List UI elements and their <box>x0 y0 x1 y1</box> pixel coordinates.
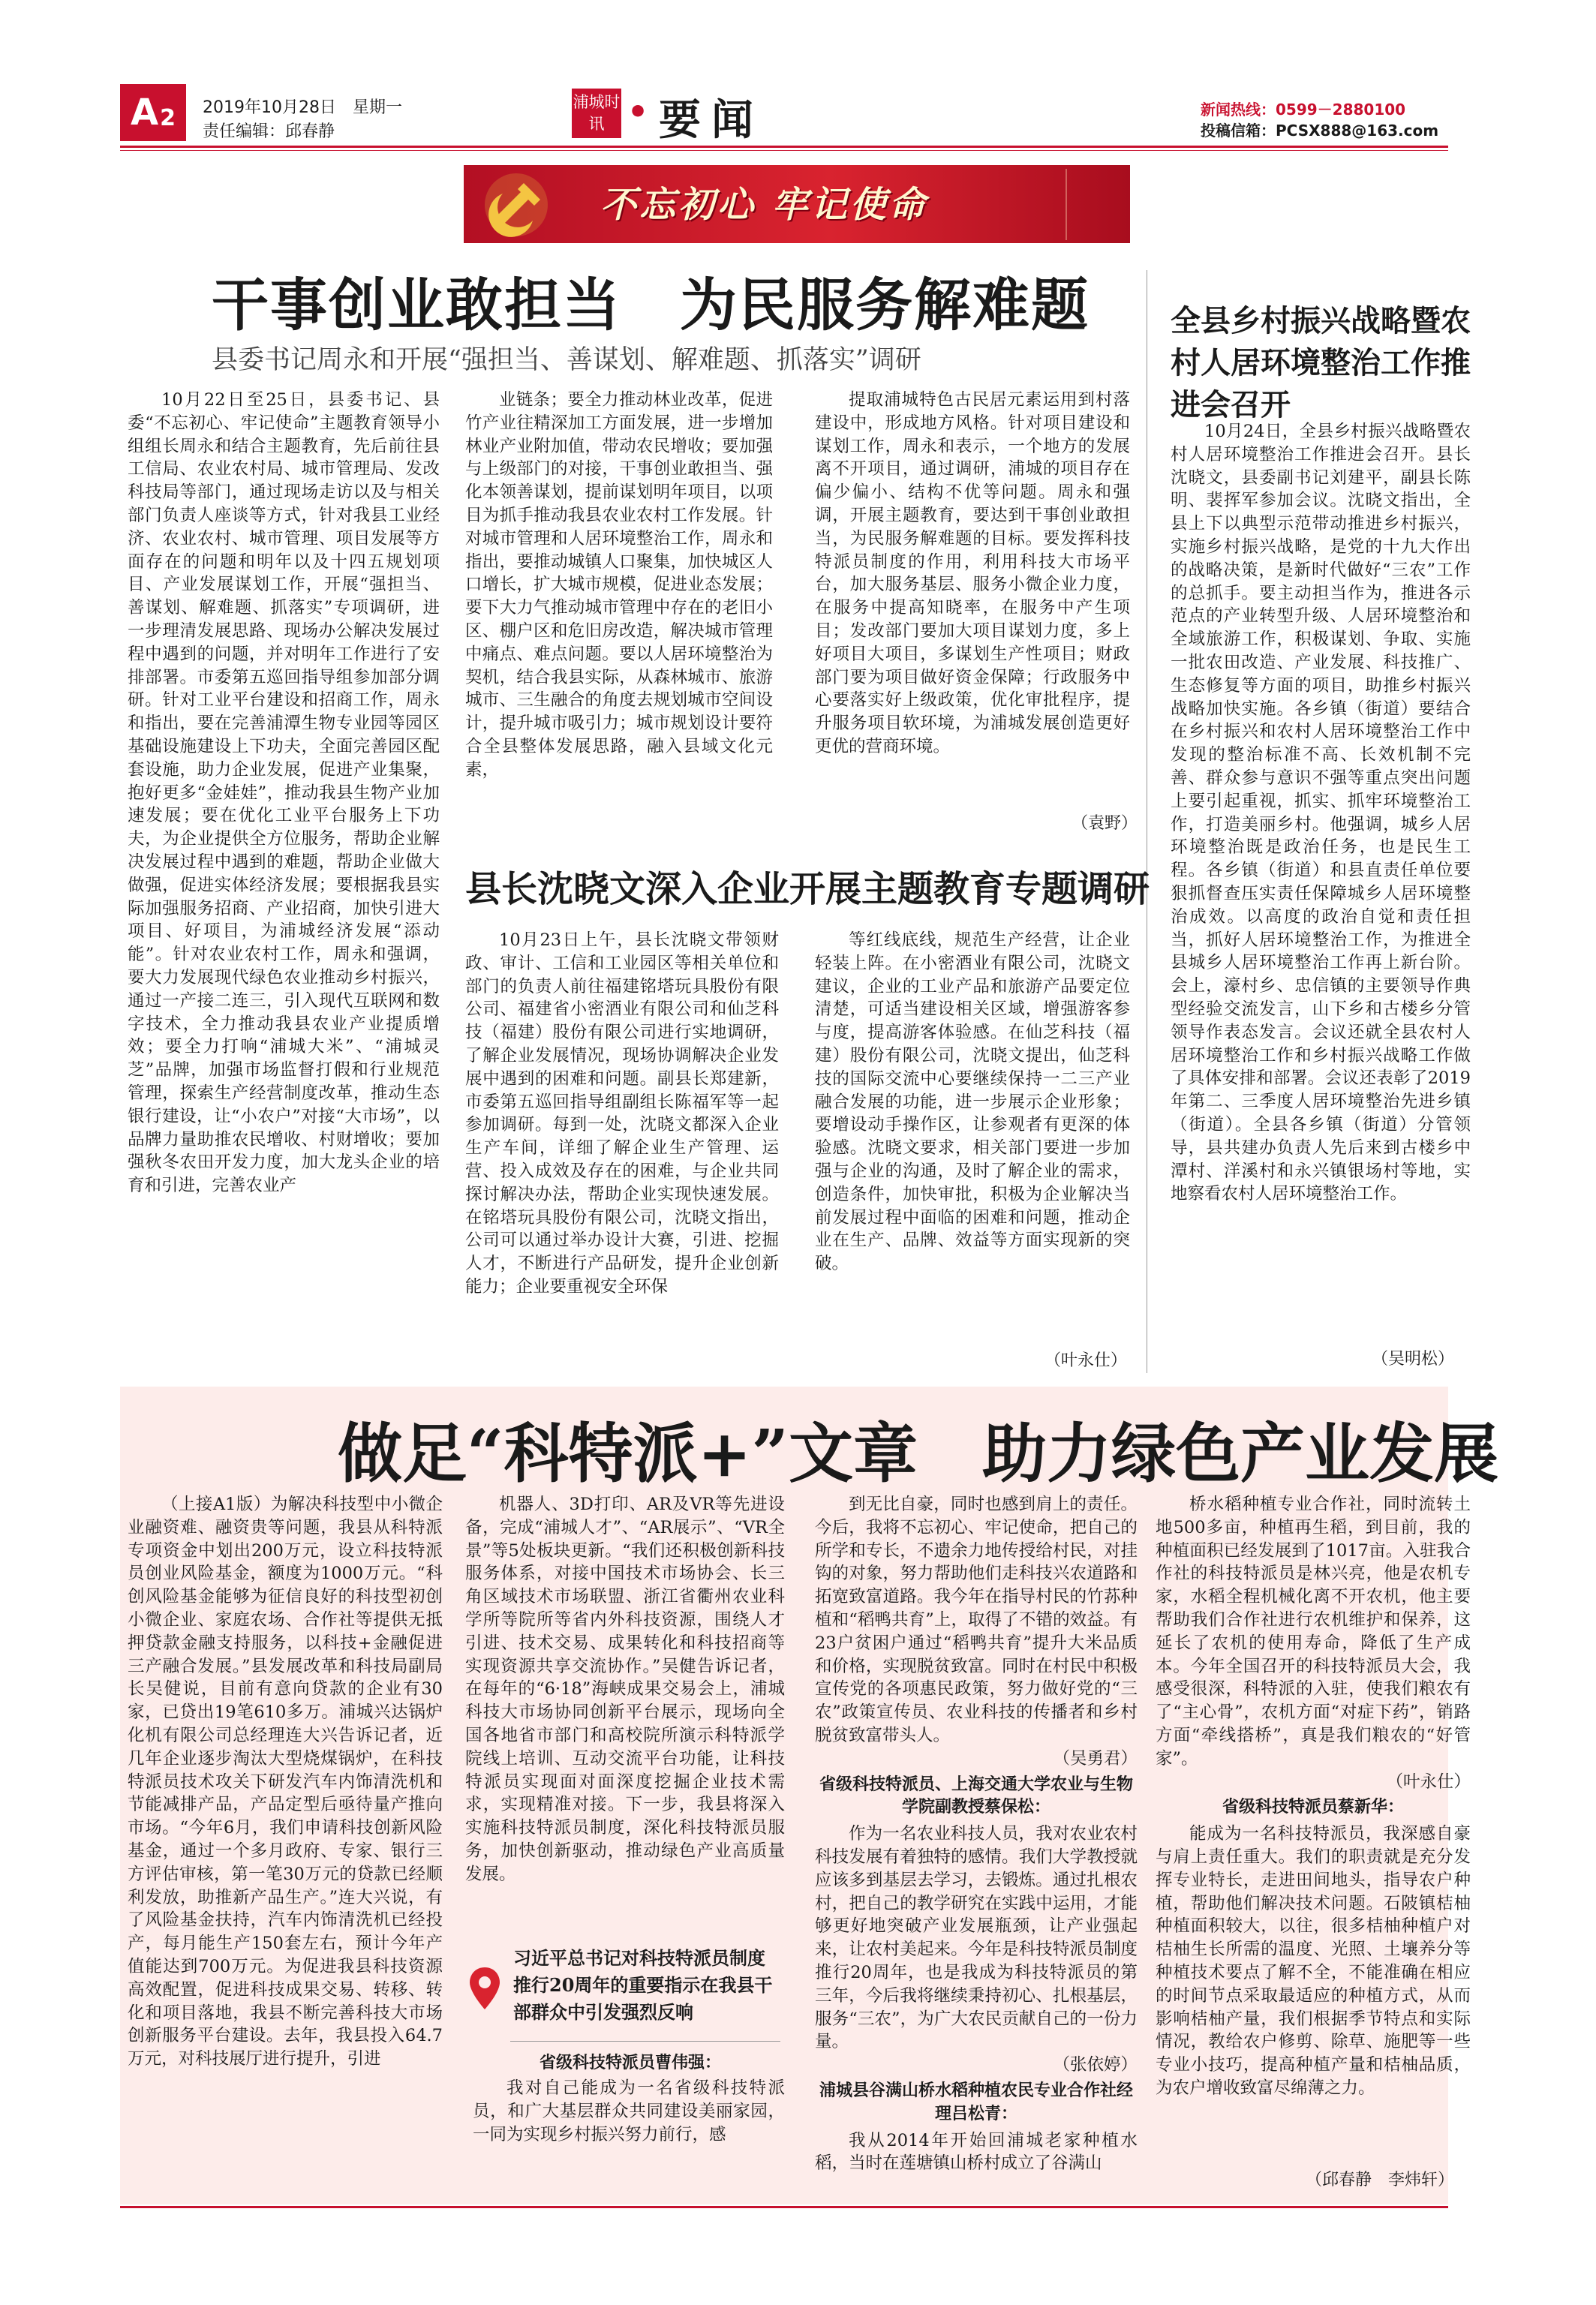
article1-column-2 <box>465 389 773 830</box>
article4-byline-3a: （吴勇君） <box>1053 1748 1138 1769</box>
article3-byline: （吴明松） <box>1372 1350 1455 1369</box>
article1-headline: 干事创业敢担当 为民服务解难题 <box>212 272 1090 338</box>
responsible-editor: 责任编辑：邱春静 <box>203 122 335 141</box>
article2-text-2: 等红线底线，规范生产经营，让企业轻装上阵。在小密酒业有限公司，沈晓文建议，企业的工业产品和旅游产品要定位清楚，可适当建设相关区域，增强游客参与度，提高游客体验感。在仙芝科技（福建）股份有限公司，沈晓文提出，仙芝科技的国际交流中心要继续保持一二三产业融合发展的功能，进一步展示企业形象；要增设动手操作区，让参观者有更深的体验感。沈晓文要求，相关部门要进一步加强与企业的沟通，及时了解企业的需求，创造条件，加快审批，积极为企业解决当前发展过程中面临的困难和问题，推动企业在生产、品牌、效益等方面实现新的突破。 <box>815 930 1130 1274</box>
article3-text: 10月24日，全县乡村振兴战略暨农村人居环境整治工作推进会召开。县长沈晓文，县委副书记刘建平，副县长陈明、裴挥军参加会议。沈晓文指出，全县上下以典型示范带动推进乡村振兴，实施乡村振兴战略，是党的十九大作出的战略决策，是新时代做好“三农”工作的总抓手。要主动担当作为，推进各示范点的产业转型升级、人居环境整治和全域旅游工作，积极谋划、争取、实施一批农田改造、产业发展、科技推广、生态修复等方面的项目，助推乡村振兴战略加快实施。各乡镇（街道）要结合在乡村振兴和农村人居环境整治工作中发现的整治标准不高、长效机制不完善、群众参与意识不强等重点突出问题上要引起重视，抓实、抓牢环境整治工作，打造美丽乡村。他强调，城乡人居环境整治既是政治任务，也是民生工程。各乡镇（街道）和县直责任单位要狠抓督查压实责任保障城乡人居环境整治成效。以高度的政治自觉和责任担当，抓好人居环境整治工作，为推进全县城乡人居环境整治工作再上新台阶。会上，濠村乡、忠信镇的主要领导作典型经验交流发言，山下乡和古楼乡分管领导作表态发言。会议还就全县农村人居环境整治工作和乡村振兴战略工作做了具体安排和部署。会议还表彰了2019年第二、三季度人居环境整治先进乡镇（街道）。全县各乡镇（街道）分管领导，县共建办负责人先后来到古楼乡中潭村、洋溪村和永兴镇银场村等地，实地察看农村人居环境整治工作。 <box>1171 422 1471 1204</box>
article4-byline-3b: （张依婷） <box>1053 2055 1138 2075</box>
issue-date: 2019年10月28日 星期一 <box>203 98 402 117</box>
header-rule <box>120 146 1448 148</box>
article4-text-4a: 桥水稻种植专业合作社，同时流转土地500多亩，种植再生稻，到目前，我的种植面积已经发展到了1017亩。入驻我合作社的科技特派员是林兴亮，他是农机专家，水稻全程机械化离不开农机，他主要帮助我们合作社进行农机维护和保养，这延长了农机的使用寿命，降低了生产成本。今年全国召开的科技特派员大会，我感受很深，科特派的入驻，使我们粮农有了“主心骨”，农机方面“对症下药”，销路方面“牵线搭桥”，真是我们粮农的“好管家”。 <box>1156 1495 1471 1769</box>
article4-text-3a: 到无比自豪，同时也感到肩上的责任。今后，我将不忘初心、牢记使命，把自己的所学和专长，不遗余力地传授给村民，对挂钩的对象，努力帮助他们走科技兴农道路和拓宽致富道路。我今年在指导村民的竹荪种植和“稻鸭共育”上，取得了不错的效益。有23户贫困户通过“稻鸭共育”提升大米品质和价格，实现脱贫致富。同时在村民中积极宣传党的各项惠民政策，努力做好党的“三农”政策宣传员、农业科技的传播者和乡村脱贫致富带头人。 <box>815 1495 1138 1745</box>
article1-subheadline: 县委书记周永和开展“强担当、善谋划、解难题、抓落实”调研 <box>212 345 921 375</box>
article4-text-3c: 我从2014年开始回浦城老家种植水稻，当时在莲塘镇山桥村成立了谷满山 <box>815 2130 1138 2174</box>
article1-text-3: 提取浦城特色古民居元素运用到村落建设中，形成地方风格。针对项目建设和谋划工作，周永和表示，一个地方的发展离不开项目，通过调研，浦城的项目存在偏少偏小、结构不优等问题。周永和强调，开展主题教育，要达到干事创业敢担当，为民服务解难题的目标。要发挥科技特派员制度的作用，利用科技大市场平台，加大服务基层、服务小微企业力度，在服务中提高知晓率，在服务中产生项目；发改部门要加大项目谋划力度，多上好项目大项目，多谋划生产性项目；财政部门要为项目做好资金保障；行政服务中心要落实好上级政策，优化审批程序，提升服务项目软环境，为浦城发展创造更好更优的营商环境。 <box>815 390 1130 756</box>
banner-slogan: 不忘初心 牢记使命 <box>600 184 928 226</box>
speaker-lvsongqing: 浦城县谷满山桥水稻种植农民专业合作社经理吕松青： <box>819 2081 1133 2123</box>
article4-headline: 做足“科特派+”文章 助力绿色产业发展 <box>338 1416 1498 1492</box>
article2-column-1 <box>465 929 779 1373</box>
article4-text-3b: 作为一名农业科技人员，我对农业农村科技发展有着独特的感情。我们大学教授就应该多到基层去学习，去锻炼。通过扎根农村，把自己的教学研究在实践中运用，才能够更好地突破产业发展瓶颈，让产业强起来，让农村美起来。今年是科技特派员制度推行20周年，也是我成为科技特派员的第三年，今后我将继续秉持初心、扎根基层，服务“三农”，为广大农民贡献自己的一份力量。 <box>815 1824 1138 2052</box>
quote-headline: 习近平总书记对科技特派员制度推行20周年的重要指示在我县干部群众中引发强烈反响 <box>513 1947 773 2023</box>
article1-text-2: 业链条；要全力推动林业改革，促进竹产业往精深加工方面发展，进一步增加林业产业附加值，带动农民增收；要加强与上级部门的对接，干事创业敢担当、强化本领善谋划，提前谋划明年项目，以项目为抓手推动我县农业农村工作发展。针对城市管理和人居环境整治工作，周永和指出，要推动城镇人口聚集，加快城区人口增长，扩大城市规模，促进业态发展；要下大力气推动城市管理中存在的老旧小区、棚户区和危旧房改造，解决城市管理中痛点、难点问题。要以人居环境整治为契机，结合我县实际，从森林城市、旅游城市、三生融合的角度去规划城市空间设计，提升城市吸引力；城市规划设计要符合全县整体发展思路，融入县域文化元素， <box>465 390 773 780</box>
article3-headline: 全县乡村振兴战略暨农村人居环境整治工作推进会召开 <box>1171 303 1471 422</box>
brand-dot: • <box>627 93 649 131</box>
quote-text-body: 我对自己能成为一名省级科技特派员，和广大基层群众共同建设美丽家园，一同为实现乡村振兴努力前行，感 <box>473 2078 785 2144</box>
article3-column <box>1171 420 1471 1343</box>
article1-text-1: 10月22日至25日，县委书记、县委“不忘初心、牢记使命”主题教育领导小组组长周永和结合主题教育，先后前往县工信局、农业农村局、城市管理局、发改科技局等部门，通过现场走访以及与相关部门负责人座谈等方式，针对我县工业经济、农业农村、城市管理、项目发展等方面存在的问题和明年以及十四五规划项目、产业发展谋划工作，开展“强担当、善谋划、解难题、抓落实”专项调研，进一步理清发展思路、现场办公解决发展过程中遇到的问题，并对明年工作进行了安排部署。市委第五巡回指导组参加部分调研。针对工业平台建设和招商工作，周永和指出，要在完善浦潭生物专业园等园区基础设施建设上下功夫，全面完善园区配套设施，助力企业发展，促进产业集聚，抱好更多“金娃娃”，推动我县生物产业加速发展；要在优化工业平台服务上下功夫，为企业提供全方位服务，帮助企业解决发展过程中遇到的难题，帮助企业做大做强，促进实体经济发展；要根据我县实际加强服务招商、产业招商，加快引进大项目、好项目，为浦城经济发展“添动能”。针对农业农村工作，周永和强调，要大力发展现代绿色农业推动乡村振兴，通过一产接二连三，引入现代互联网和数字技术，全力推动我县农业产业提质增效；要全力打响“浦城大米”、“浦城灵芝”品牌，加强市场监督打假和行业规范管理，探索生产经营制度改革，推动生态银行建设，让“小农户”对接“大市场”，以品牌力量助推农民增收、村财增收；要加强秋冬农田开发力度，加大龙头企业的培育和引进，完善农业产 <box>128 390 440 1196</box>
page-digit: 2 <box>160 104 176 131</box>
article1-column-1 <box>128 389 440 1373</box>
article4-column-2 <box>465 1493 785 1928</box>
page-number-badge <box>120 84 186 141</box>
quote-body <box>473 2077 785 2189</box>
quote-rule <box>510 2041 780 2042</box>
article4-text-4b: 能成为一名科技特派员，我深感自豪与肩上责任重大。我们的职责就是充分发挥专业特长，走进田间地头，指导农户种植，帮助他们解决技术问题。石陂镇桔柚种植面积较大，以往，很多桔柚种植户对桔柚生长所需的温度、光照、土壤养分等种植技术要点了解不全，不能准确在相应的时间节点采取最适应的种植方式，从而影响桔柚产量，我们根据季节特点和实际情况，教给农户修剪、除草、施肥等一些专业小技巧，提高种植产量和桔柚品质，为农户增收致富尽绵薄之力。 <box>1156 1824 1471 2098</box>
article1-byline: （袁野） <box>1072 814 1138 833</box>
article1-column-3 <box>815 389 1130 809</box>
article2-text-1: 10月23日上午，县长沈晓文带领财政、审计、工信和工业园区等相关单位和部门的负责人前往福建铭塔玩具股份有限公司、福建省小密酒业有限公司和仙芝科技（福建）股份有限公司进行实地调研，了解企业发展情况，现场协调解决企业发展中遇到的困难和问题。副县长郑建新，市委第五巡回指导组副组长陈福军等一起参加调研。每到一处，沈晓文都深入企业生产车间，详细了解企业生产管理、运营、投入成效及存在的困难，与企业共同探讨解决办法，帮助企业实现快速发展。在铭塔玩具股份有限公司，沈晓文指出，公司可以通过举办设计大赛，引进、挖掘人才，不断进行产品研发，提升企业创新能力；企业要重视安全环保 <box>465 930 779 1297</box>
header-rule-thin <box>120 150 1448 151</box>
footer-rule <box>120 2206 1448 2208</box>
article2-column-2 <box>815 929 1130 1340</box>
speaker-caibaosong: 省级科技特派员、上海交通大学农业与生物学院副教授蔡保松： <box>819 1775 1133 1817</box>
banner-decoration <box>1066 169 1127 240</box>
article4-byline: （邱春静 李炜轩） <box>1306 2171 1455 2189</box>
section-title: 要闻 <box>659 96 764 145</box>
speaker-caixinhua: 省级科技特派员蔡新华： <box>1222 1798 1404 1817</box>
page-letter: A <box>130 92 159 134</box>
article4-text-1: （上接A1版）为解决科技型中小微企业融资难、融资贵等问题，我县从科特派专项资金中划出200万元，设立科技特派员创业风险基金，额度为1000万元。“科创风险基金能够为征信良好的科技型初创小微企业、家庭农场、合作社等提供无抵押贷款金融支持服务，以科技+金融促进三产融合发展。”县发展改革和科技局副局长吴健说，目前有意向贷款的企业有30家，已贷出19笔610多万。浦城兴达锅炉化机有限公司总经理连大兴告诉记者，近几年企业逐步淘汰大型烧煤锅炉，在科技特派员技术攻关下研发汽车内饰清洗机和节能减排产品，产品定型后亟待量产推向市场。“今年6月，我们申请科技创新风险基金，通过一个多月政府、专家、银行三方评估审核，第一笔30万元的贷款已经顺利发放，助推新产品生产。”连大兴说，有了风险基金扶持，汽车内饰清洗机已经投产，每月能生产150套左右，预计今年产值能达到700万元。为促进我县科技资源高效配置，促进科技成果交易、转移、转化和项目落地，我县不断完善科技大市场创新服务平台建设。去年，我县投入64.7万元，对科技展厅进行提升，引进 <box>128 1495 443 2069</box>
article4-column-1 <box>128 1493 443 2191</box>
submission-email[interactable]: 投稿信箱：PCSX888@163.com <box>1201 122 1439 140</box>
article2-byline: （叶永仕） <box>1044 1351 1128 1370</box>
quote-speaker: 省级科技特派员曹伟强： <box>539 2053 721 2072</box>
article4-column-4 <box>1156 1493 1471 2173</box>
article4-column-3 <box>815 1493 1138 2191</box>
party-emblem-icon <box>480 171 552 239</box>
news-hotline: 新闻热线：0599－2880100 <box>1201 101 1406 119</box>
paper-brand: 浦城时讯 <box>572 89 621 138</box>
article4-byline-4a: （叶永仕） <box>1386 1772 1471 1792</box>
location-pin-icon <box>468 1966 501 2011</box>
article4-text-2: 机器人、3D打印、AR及VR等先进设备，完成“浦城人才”、“AR展示”、“VR全景”等5处板块更新。“我们还积极创新科技服务体系，对接中国技术市场协会、长三角区域技术市场联盟、浙江省衢州农业科学所等院所等省内外科技资源，围绕人才引进、技术交易、成果转化和科技招商等实现资源共享交流协作。”吴健告诉记者，在每年的“6·18”海峡成果交易会上，浦城科技大市场协同创新平台展示，现场向全国各地省市部门和高校院所演示科特派学院线上培训、互动交流平台功能，让科技特派员实现面对面深度挖掘企业技术需求，实现精准对接。下一步，我县将深入实施科技特派员制度，深化科技特派员服务，加快创新驱动，推动绿色产业高质量发展。 <box>465 1495 785 1884</box>
article2-headline: 县长沈晓文深入企业开展主题教育专题调研 <box>465 868 1150 910</box>
